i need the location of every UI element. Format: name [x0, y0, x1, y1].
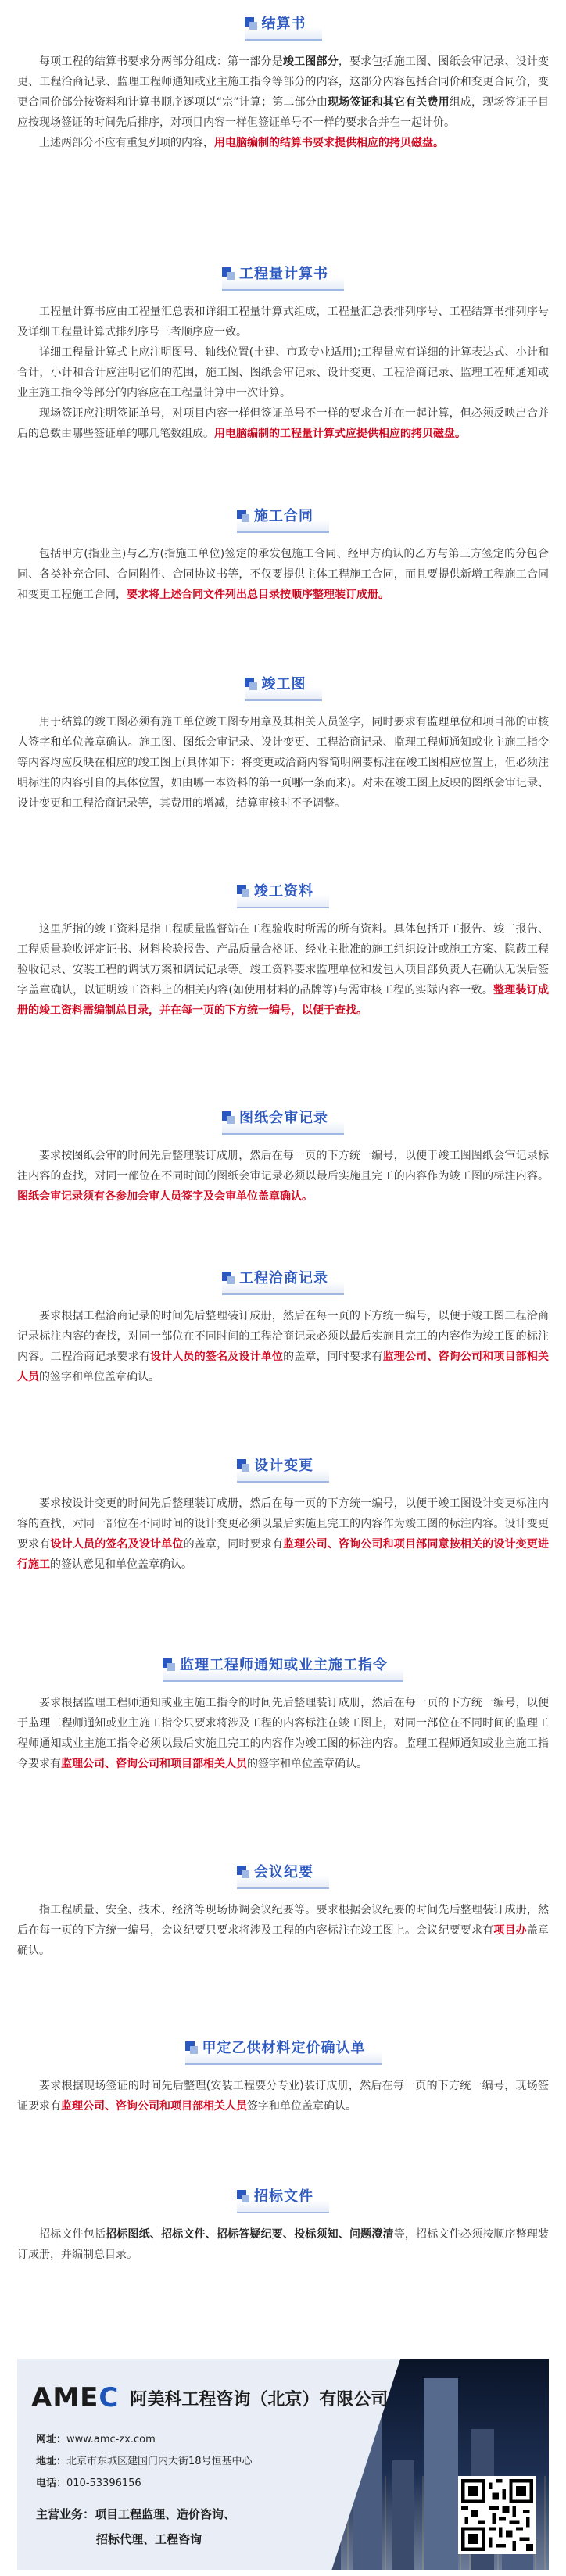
paragraph	[17, 2224, 549, 2265]
section-heading	[17, 1102, 549, 1136]
section-heading	[17, 1262, 549, 1297]
section-heading	[17, 1649, 549, 1683]
section-tender-docs	[17, 2181, 549, 2265]
paragraph	[17, 52, 549, 133]
section-supervisor-notice	[17, 1649, 549, 1774]
highlight-text: 监理公司、咨询公司和项目部相关人员	[61, 2100, 247, 2113]
section-drawing-review	[17, 1102, 549, 1207]
body-text: 等，招标文件必须按顺序整理装订成册，并编制总目录。	[17, 2228, 550, 2261]
body-text: 的盖章，同时要求有	[183, 1538, 284, 1551]
body-text: 要求根据工程洽商记录的时间先后整理装订成册，然后在每一页的下方统一编号，以便于竣工图工程洽商记录标注内容的查找，对同一部位在不同时间的工程洽商记录必须以最后实施且完工的内容作为竣工图的标注内容。工程洽商记录要求有	[17, 1310, 549, 1363]
section-heading	[17, 8, 549, 42]
phone-label: 电话：	[36, 2478, 67, 2489]
body-text: 要求根据现场签证的时间先后整理(安装工程要分专业)装订成册，然后在每一页的下方统一编号，现场签证要求有	[17, 2080, 549, 2113]
paragraph	[17, 1306, 549, 1387]
section-title: 结算书	[261, 16, 306, 32]
section-negotiation-records	[17, 1262, 549, 1387]
paragraph	[17, 133, 549, 153]
section-title: 图纸会审记录	[239, 1110, 328, 1126]
company-banner	[17, 2359, 549, 2570]
heading-square-icon	[249, 22, 257, 30]
address-label: 地址：	[36, 2456, 67, 2467]
business-line-1: 项目工程监理、造价咨询、	[95, 2507, 236, 2521]
heading-square-icon	[249, 682, 257, 690]
body-text: 详细工程量计算式上应注明图号、轴线位置(土建、市政专业适用);工程量应有详细的计算表达式、小计和合计，小计和合计应注明它们的范围，施工图、图纸会审记录、设计变更、工程洽商记录、监理工程师通知或业主施工指令等部分的内容应在工程量计算中一次计算。	[17, 346, 549, 399]
bold-text: 竣工图部分	[282, 55, 339, 68]
section-title: 监理工程师通知或业主施工指令	[180, 1657, 388, 1673]
body-text: 招标文件包括	[39, 2228, 106, 2241]
paragraph	[17, 1494, 549, 1575]
section-heading	[17, 2181, 549, 2215]
section-contract	[17, 500, 549, 605]
section-heading	[17, 1856, 549, 1891]
section-title: 招标文件	[254, 2188, 313, 2205]
highlight-text: 监理公司、咨询公司和项目部相关人员	[17, 1351, 550, 1383]
body-text: 工程量计算书应由工程量汇总表和详细工程量计算式组成，工程量汇总表排列序号、工程结算书排列序号及详细工程量计算式排列序号三者顺序应一致。	[17, 306, 549, 338]
heading-square-icon	[242, 2195, 249, 2202]
bold-text: 现场签证和其它有关费用	[328, 96, 450, 109]
section-title: 会议纪要	[254, 1864, 313, 1880]
company-brand	[31, 2382, 388, 2413]
body-text: 上述两部分不应有重复列项的内容，	[39, 137, 214, 149]
paragraph	[17, 2076, 549, 2116]
paragraph	[17, 302, 549, 342]
contact-info	[36, 2429, 253, 2495]
section-completion-docs	[17, 875, 549, 1021]
section-title: 竣工图	[261, 676, 306, 692]
section-heading	[17, 258, 549, 292]
business-label: 主营业务：	[36, 2507, 95, 2521]
section-material-pricing	[17, 2032, 549, 2116]
body-text: 要求按设计变更的时间先后整理装订成册，然后在每一页的下方统一编号，以便于竣工图设计变更标注内容的查找，对同一部位在不同时间的设计变更必须以最后实施且完工的内容作为竣工图的标注内容。设计变更要求有	[17, 1497, 549, 1551]
address-text: 北京市东城区建国门内大街18号恒基中心	[66, 2456, 253, 2467]
website-label: 网址：	[36, 2434, 67, 2445]
section-design-changes	[17, 1450, 549, 1575]
body-text: 的盖章，同时要求有	[283, 1351, 383, 1363]
section-title: 工程量计算书	[239, 266, 328, 282]
body-text: 的签字和单位盖章确认。	[247, 1758, 367, 1770]
section-heading	[17, 500, 549, 535]
paragraph	[17, 1900, 549, 1961]
heading-square-icon	[227, 272, 235, 280]
body-text: 用于结算的竣工图必须有施工单位竣工图专用章及其相关人员签字，同时要求有监理单位和项目部的审核人签字和单位盖章确认。施工图、图纸会审记录、设计变更、工程洽商记录、监理工程师通知或业主施工指令等内容均应反映在相应的竣工图上(具体如下：将变更或洽商内容简明阐要标注在竣工图相应位置上，但必须注明标注的内容引自的具体位置，如由哪一本资料的第一页哪一条而来)。对未在竣工图上反映的图纸会审记录、设计变更和工程洽商记录等，其费用的增减，结算审核时不予调整。	[17, 716, 549, 810]
section-as-built-drawings	[17, 668, 549, 814]
body-text: 现场签证应注明签证单号，对项目内容一样但签证单号不一样的要求合并在一起计算，但必须反映出合并后的总数由哪些签证单的哪几笔数组成。	[17, 407, 549, 440]
paragraph	[17, 1693, 549, 1774]
body-text: 组成，现场签证子目应按现场签证的时间先后排序，对项目内容一样但签证单号不一样的要求合并在一起计价。	[17, 96, 549, 129]
highlight-text: 图纸会审记录须有各参加会审人员签字及会审单位盖章确认。	[17, 1190, 313, 1203]
paragraph	[17, 544, 549, 605]
section-heading	[17, 875, 549, 910]
body-text: 签字和单位盖章确认。	[247, 2100, 356, 2113]
business-line-2: 招标代理、工程咨询	[96, 2532, 202, 2546]
phone-text[interactable]: 010-53396156	[66, 2478, 142, 2489]
highlight-text: 整理装订成册的竣工资料需编制总目录，并在每一页的下方统一编号，以便于查找。	[17, 984, 550, 1017]
body-text: 的签认意见和单位盖章确认。	[50, 1558, 192, 1571]
heading-square-icon	[242, 1464, 249, 1472]
section-heading	[17, 2032, 549, 2066]
highlight-text: 设计人员的签名及设计单位	[150, 1351, 284, 1363]
website-link[interactable]: www.amc-zx.com	[66, 2434, 156, 2445]
heading-square-icon	[242, 889, 249, 897]
section-settlement	[17, 8, 549, 153]
section-heading	[17, 668, 549, 703]
heading-square-icon	[190, 2046, 198, 2054]
body-text: 要求根据监理工程师通知或业主施工指令的时间先后整理装订成册，然后在每一页的下方统一编号，以便于监理工程师通知或业主施工指令只要求将涉及工程的内容标注在竣工图上，对同一部位在不同时间的监理工程师通知或业主施工指令必须以最后实施且完工的内容作为竣工图的标注内容。监理工程师通知或业主施工指令要求有	[17, 1697, 549, 1770]
body-text: 要求按图纸会审的时间先后整理装订成册，然后在每一页的下方统一编号，以便于竣工图图纸会审记录标注内容的查找，对同一部位在不同时间的图纸会审记录必须以最后实施且完工的内容作为竣工图的标注内容。	[17, 1150, 549, 1182]
body-text: 包括甲方(指业主)与乙方(指施工单位)签定的承发包施工合同、经甲方确认的乙方与第三方签定的分包合同、各类补充合同、合同附件、合同协议书等，不仅要提供主体工程施工合同，而且要提供新增工程施工合同和变更工程施工合同，	[17, 548, 549, 601]
body-text: 指工程质量、安全、技术、经济等现场协调会议纪要等。要求根据会议纪要的时间先后整理装订成册，然后在每一页的下方统一编号，会议纪要只要求将涉及工程的内容标注在竣工图上。会议纪要要求有	[17, 1904, 549, 1937]
section-title: 甲定乙供材料定价确认单	[202, 2040, 366, 2056]
highlight-text: 设计人员的签名及设计单位	[50, 1538, 184, 1551]
highlight-text: 要求将上述合同文件列出总目录按顺序整理装订成册。	[127, 589, 389, 601]
business-scope	[36, 2502, 235, 2552]
body-text: ，要求包括施工图、图纸会审记录、设计变更、工程洽商记录、监理工程师通知或业主施工指令等部分的内容，这部分内容包括合同价和变更合同价，变更合同价部分按资料和计算书顺序逐项以“宗”计算；第二部分由	[17, 55, 550, 109]
body-text: 每项工程的结算书要求分两部分组成：第一部分是	[39, 55, 283, 68]
section-title: 工程洽商记录	[239, 1270, 328, 1286]
heading-square-icon	[227, 1116, 235, 1124]
paragraph	[17, 342, 549, 403]
highlight-text: 项目办	[493, 1924, 527, 1937]
company-name: 阿美科工程咨询（北京）有限公司	[130, 2389, 389, 2410]
body-text: 的签字和单位盖章确认。	[39, 1371, 159, 1383]
paragraph	[17, 919, 549, 1021]
body-text: 这里所指的竣工资料是指工程质量监督站在工程验收时所需的所有资料。具体包括开工报告、竣工报告、工程质量验收评定证书、材料检验报告、产品质量合格证、经业主批准的施工组织设计或施工方案、隐蔽工程验收记录、安装工程的调试方案和调试记录等。竣工资料要求监理单位和发包人项目部负责人在确认无误后签字盖章确认，以证明竣工资料上的相关内容(如使用材料的品牌等)与需审核工程的实际内容一致。	[17, 923, 549, 996]
body-text: 盖章确认。	[17, 1924, 550, 1957]
paragraph	[17, 1146, 549, 1207]
section-meeting-minutes	[17, 1856, 549, 1961]
heading-square-icon	[167, 1663, 175, 1671]
highlight-text: 监理公司、咨询公司和项目部同意按相关的设计变更进行施工	[17, 1538, 550, 1571]
qr-code-icon	[458, 2476, 536, 2554]
section-heading	[17, 1450, 549, 1484]
heading-square-icon	[242, 1870, 249, 1878]
bold-text: 招标图纸、招标文件、招标答疑纪要、投标须知、问题澄清	[106, 2228, 394, 2241]
heading-square-icon	[227, 1276, 235, 1284]
section-quantity-calc	[17, 258, 549, 444]
section-title: 竣工资料	[254, 883, 313, 900]
heading-square-icon	[242, 514, 249, 522]
paragraph	[17, 403, 549, 444]
highlight-text: 监理公司、咨询公司和项目部相关人员	[61, 1758, 247, 1770]
section-title: 施工合同	[254, 508, 313, 524]
highlight-text: 用电脑编制的工程量计算式应提供相应的拷贝磁盘。	[214, 428, 466, 440]
company-logo: AMEC	[31, 2382, 120, 2413]
highlight-text: 用电脑编制的结算书要求提供相应的拷贝磁盘。	[214, 137, 444, 149]
paragraph	[17, 712, 549, 814]
section-title: 设计变更	[254, 1458, 313, 1474]
